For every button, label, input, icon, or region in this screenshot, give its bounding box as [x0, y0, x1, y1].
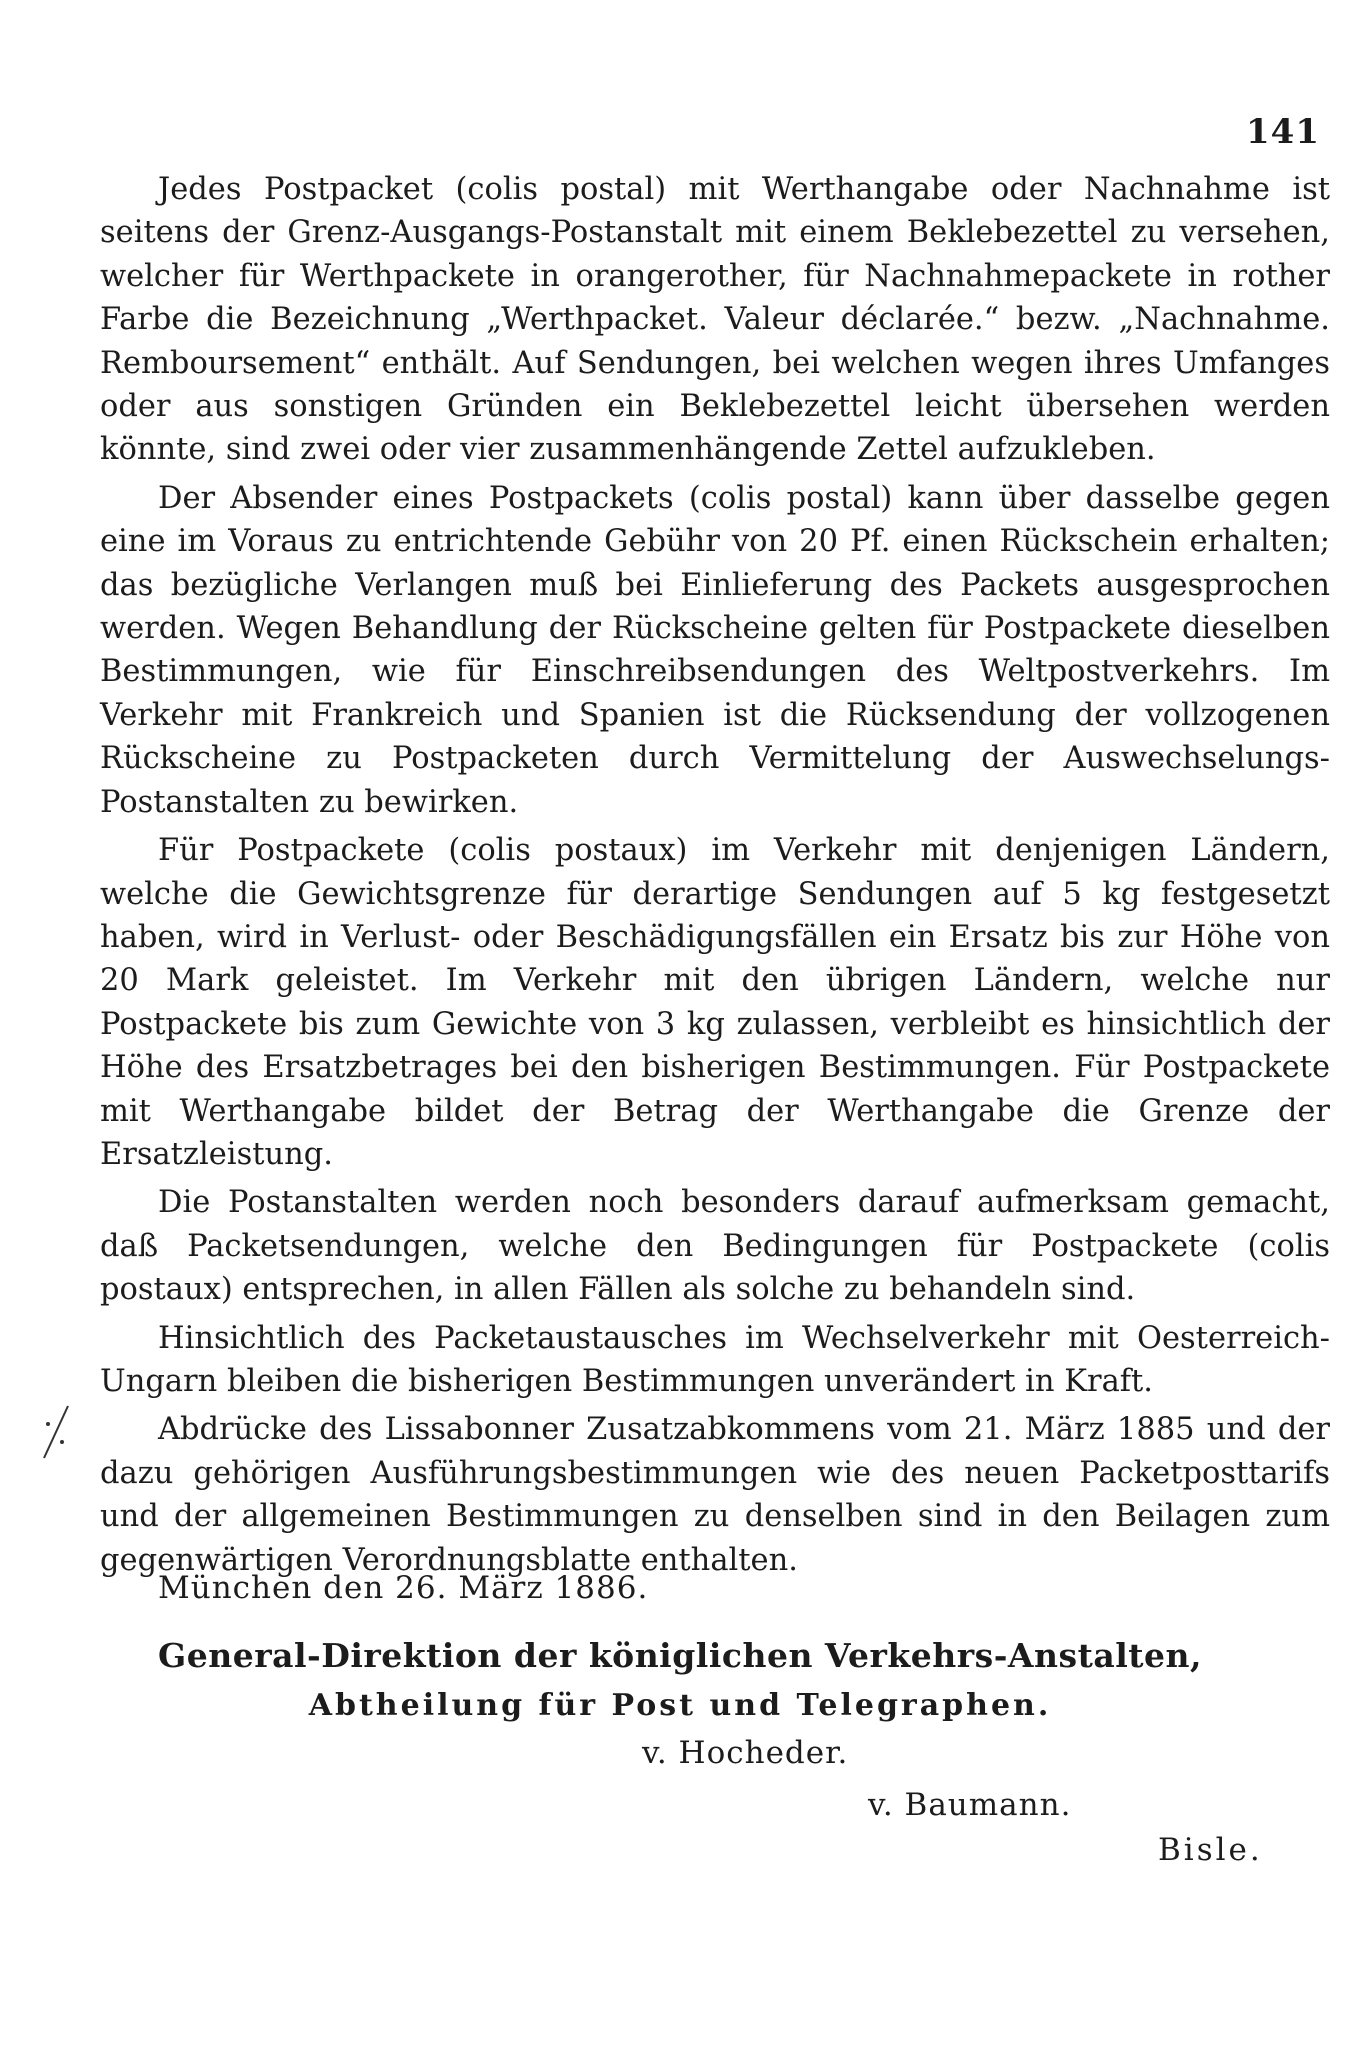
paragraph-beklebezettel: Jedes Postpacket (colis postal) mit Werthangabe oder Nachnahme ist seitens der Grenz-Ausgangs-Postanstalt mit einem Beklebezettel zu versehen, welcher für Werthpackete in orangerother, für Nachnahmepackete in rother Farbe die Bezeichnung „Werthpacket. Valeur déclarée.“ bezw. „Nachnahme. Remboursement“ enthält. Auf Sendungen, bei welchen wegen ihres Umfanges oder aus sonstigen Gründen ein Beklebezettel leicht übersehen werden könnte, sind zwei oder vier zusammenhängende Zettel aufzukleben.	[100, 172, 1330, 468]
signature-name-bisle: Bisle.	[1158, 1832, 1263, 1868]
paragraph-ersatzleistung: Für Postpackete (colis postaux) im Verkehr mit denjenigen Ländern, welche die Gewichtsgrenze für derartige Sendungen auf 5 kg festgesetzt haben, wird in Verlust- oder Beschädigungsfällen ein Ersatz bis zur Höhe von 20 Mark geleistet. Im Verkehr mit den übrigen Ländern, welche nur Postpackete bis zum Gewichte von 3 kg zulassen, verbleibt es hinsichtlich der Höhe des Ersatzbetrages bei den bisherigen Bestimmungen. Für Postpackete mit Werthangabe bildet der Betrag der Werthangabe die Grenze der Ersatzleistung.	[100, 833, 1330, 1172]
paragraph-beilagen: Abdrücke des Lissabonner Zusatzabkommens vom 21. März 1885 und der dazu gehörigen Ausführungsbestimmungen wie des neuen Packetposttarifs und der allgemeinen Bestimmungen zu denselben sind in den Beilagen zum gegenwärtigen Verordnungsblatte enthalten.	[100, 1412, 1330, 1578]
body-text	[100, 168, 1330, 1587]
paragraph-behandlung: Die Postanstalten werden noch besonders darauf aufmerksam gemacht, daß Packetsendungen, welche den Bedingungen für Postpackete (colis postaux) entsprechen, in allen Fällen als solche zu behandeln sind.	[100, 1185, 1330, 1308]
signature-authority: General-Direktion der königlichen Verkehrs-Anstalten,	[158, 1636, 1202, 1675]
signature-name-baumann: v. Baumann.	[868, 1787, 1072, 1823]
signature-name-hocheder: v. Hocheder.	[642, 1735, 849, 1771]
page-number: 141	[1246, 112, 1320, 152]
place-date-line: München den 26. März 1886.	[158, 1570, 649, 1606]
handwritten-margin-mark	[36, 1402, 76, 1466]
paragraph-rueckschein: Der Absender eines Postpackets (colis postal) kann über dasselbe gegen eine im Voraus zu entrichtende Gebühr von 20 Pf. einen Rückschein erhalten; das bezügliche Verlangen muß bei Einlieferung des Packets ausgesprochen werden. Wegen Behandlung der Rückscheine gelten für Postpackete dieselben Bestimmungen, wie für Einschreibsendungen des Weltpostverkehrs. Im Verkehr mit Frankreich und Spanien ist die Rücksendung der vollzogenen Rückscheine zu Postpacketen durch Vermittelung der Auswechselungs-Postanstalten zu bewirken.	[100, 480, 1330, 820]
paragraph-wechselverkehr: Hinsichtlich des Packetaustausches im Wechselverkehr mit Oesterreich-Ungarn bleiben die bisherigen Bestimmungen unverändert in Kraft.	[100, 1320, 1330, 1399]
signature-department: Abtheilung für Post und Telegraphen.	[308, 1688, 1052, 1723]
